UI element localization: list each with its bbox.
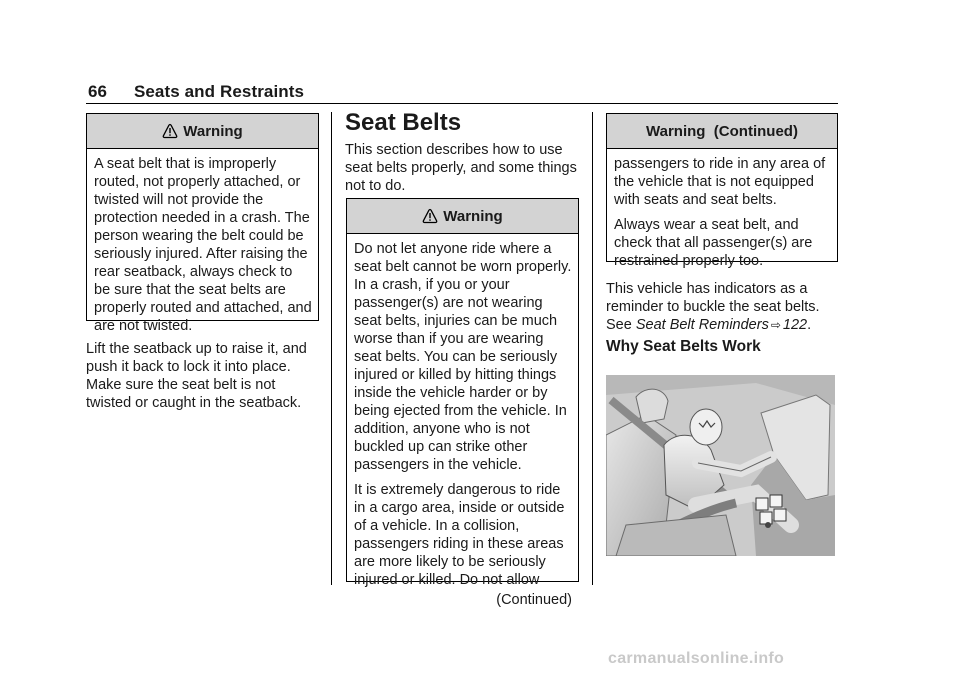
column-divider-1 [331,112,332,585]
column-3-body [606,280,838,334]
seat-belt-reminders-link[interactable]: Seat Belt Reminders [635,317,769,333]
watermark: carmanualsonline.info [608,650,785,667]
warning-box-2-title: Warning [443,207,503,225]
warning-box-2-header [347,199,578,234]
warning-icon [422,208,438,224]
warning-box-2-body [347,234,578,620]
warning-box-3-body [607,149,837,281]
warning-box-2 [346,198,579,608]
page-number: 66 [88,82,108,101]
header-rule [86,103,838,104]
warning-box-3-header [607,114,837,149]
warning-box-1-body [87,149,318,346]
warning-box-2-paragraph-2: It is extremely dangerous to ride in a cargo area, inside or outside of a vehicle. In a collision, passengers riding in these areas are more likely to be seriously injured or killed. Do not allow [354,482,565,588]
page-ref-arrow-icon: ⇨ [770,318,781,332]
warning-box-3-paragraph-2: Always wear a seat belt, and check that all passenger(s) are restrained properly too. [614,217,813,269]
page-header [88,82,304,102]
warning-box-3-title: Warning (Continued) [646,122,798,140]
period: . [807,317,812,333]
column-divider-2 [592,112,593,585]
warning-box-1-paragraph: A seat belt that is improperly routed, not properly attached, or twisted will not provide the protection needed in a crash. The person wearing the belt could be seriously injured. After raising the rear seatback, always check to be sure that the seat belts are properly routed and attached, and are not twisted. [94,156,312,334]
indicator-paragraph [606,280,838,334]
warning-box-1-title: Warning [183,122,243,140]
seatback-instruction: Lift the seatback up to raise it, and push it back to lock it into place. Make sure the seat belt is not twisted or caught in the seatback. [86,341,307,411]
warning-box-1 [86,113,319,334]
page-ref-number[interactable]: 122 [782,317,808,333]
warning-box-3 [606,113,838,269]
warning-box-1-header [87,114,318,149]
continued-label: (Continued) [496,592,572,608]
crash-test-dummy-illustration [606,375,835,556]
section-title: Seats and Restraints [133,82,305,101]
warning-icon [162,123,178,139]
seat-belts-heading: Seat Belts [345,109,462,136]
indicator-text: This vehicle has indicators as a reminder to buckle the seat belts. See [606,281,820,333]
column-2-intro [345,141,581,195]
column-1-body [86,340,318,412]
seat-belts-intro: This section describes how to use seat belts properly, and some things not to do. [345,142,577,194]
warning-box-3-paragraph-1: passengers to ride in any area of the vehicle that is not equipped with seats and seat belts. [614,156,826,208]
why-seat-belts-work-heading: Why Seat Belts Work [606,338,761,355]
crash-dummy-drawing [606,375,835,556]
warning-box-2-paragraph-1: Do not let anyone ride where a seat belt cannot be worn properly. In a crash, if you or your passenger(s) are not wearing seat belts, injuries can be much worse than if you are wearing seat belts. You can be seriously injured or killed by hitting things inside the vehicle harder or by being ejected from the vehicle. In addition, anyone who is not buckled up can strike other passengers in the vehicle. [354,241,572,473]
